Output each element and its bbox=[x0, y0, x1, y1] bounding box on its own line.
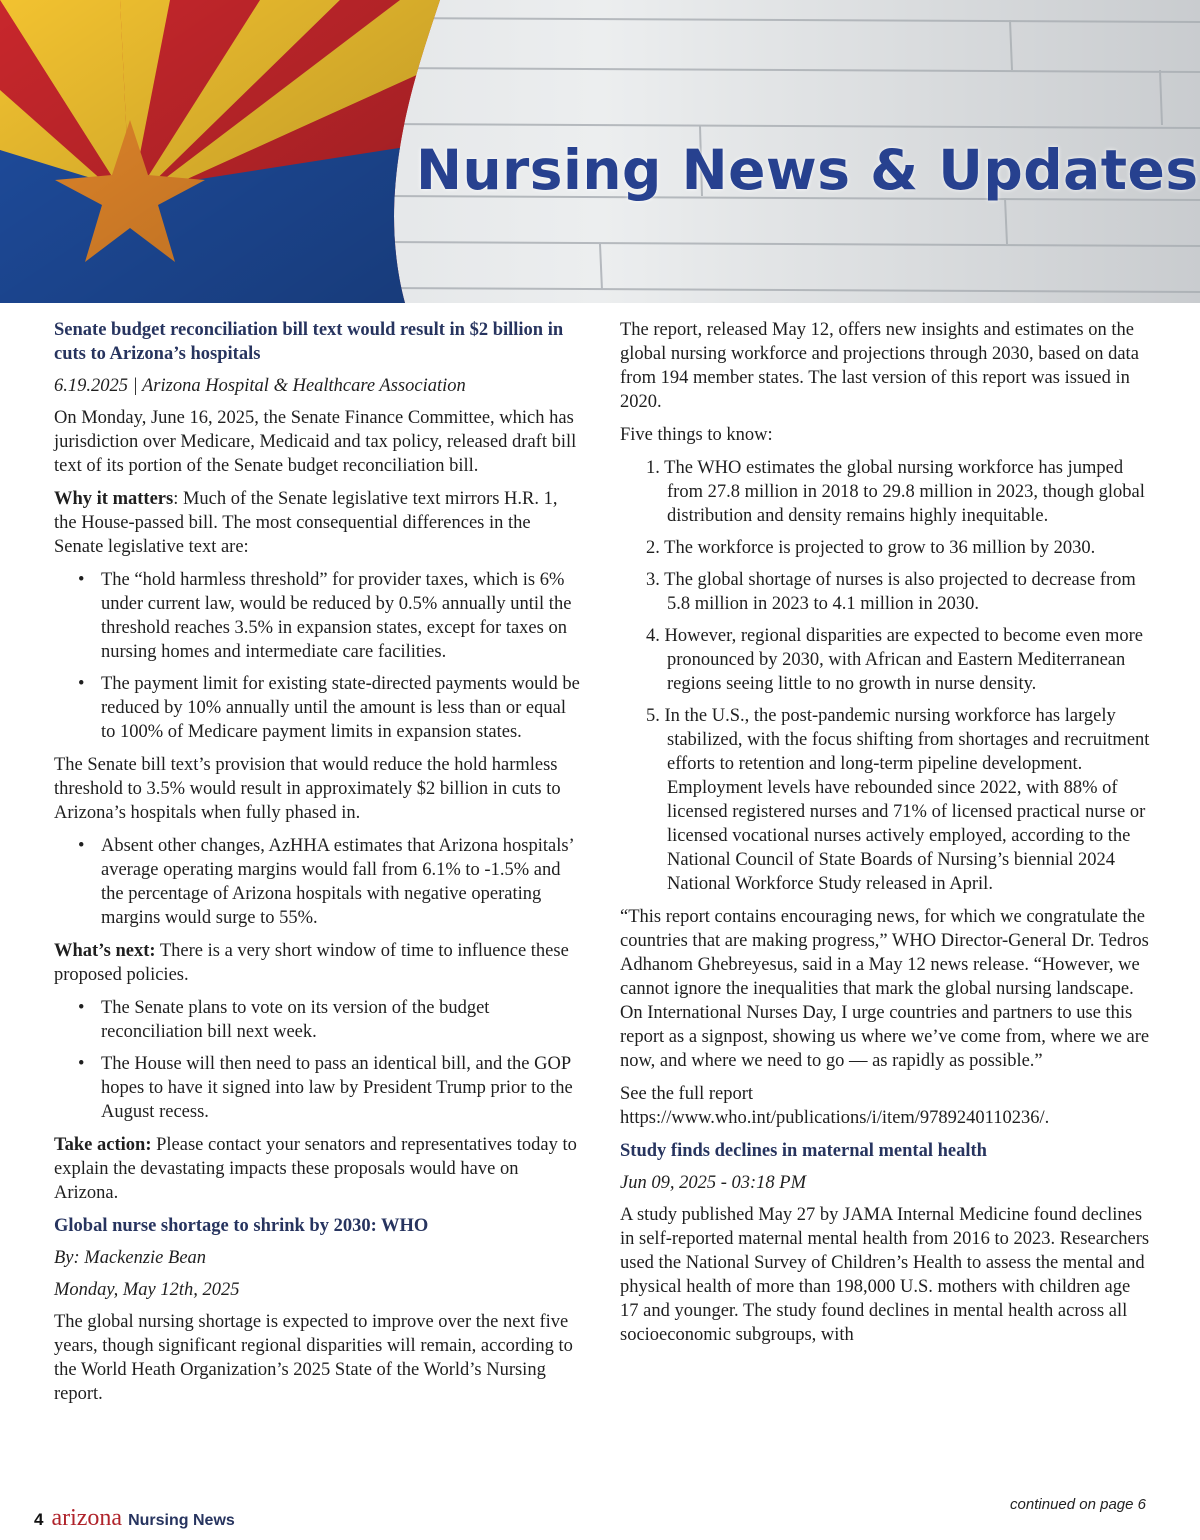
article-headline-senate-budget: Senate budget reconciliation bill text would result in $2 billion in cuts to Arizona’s hospitals bbox=[54, 320, 564, 364]
list-item: • The “hold harmless threshold” for provider taxes, which is 6% under current law, would be reduced by 0.5% annually until the threshold reaches 3.5% in expansion states, except for taxes on nursing homes and intermediate care facilities. bbox=[54, 568, 584, 664]
article-headline-maternal-health: Study finds declines in maternal mental health bbox=[620, 1141, 987, 1161]
right-column bbox=[620, 318, 1150, 1356]
why-it-matters-label: Why it matters bbox=[54, 489, 174, 509]
list-item: 4. However, regional disparities are expected to become even more pronounced by 2030, with African and Eastern Mediterranean regions seeing little to no growth in nurse density. bbox=[646, 626, 1144, 694]
list-item: 5. In the U.S., the post-pandemic nursing workforce has largely stabilized, with the focus shifting from shortages and recruitment efforts to retention and long-term pipeline development. Employment levels have rebounded since 2022, with 88% of licensed registered nurses and 71% of licensed practical nurse or licensed vocational nurses actively employed, according to the National Council of State Boards of Nursing’s biennial 2024 National Workforce Study released in April. bbox=[646, 706, 1150, 894]
paragraph-quote: “This report contains encouraging news, for which we congratulate the countries that are making progress,” WHO Director-General Dr. Tedros Adhanom Ghebreyesus, said in a May 12 news release. “However, we cannot ignore the inequalities that mark the global nursing landscape. On International Nurses Day, I urge countries and partners to use this report as a signpost, showing us where we’ve come from, where we are now, and where we need to go — as rapidly as possible.” bbox=[620, 907, 1150, 1071]
paragraph: On Monday, June 16, 2025, the Senate Finance Committee, which has jurisdiction over Medicare, Medicaid and tax policy, released draft bill text of its portion of the Senate budget reconciliation bill. bbox=[54, 408, 577, 476]
paragraph-intro: Five things to know: bbox=[620, 425, 773, 445]
article-date: Jun 09, 2025 - 03:18 PM bbox=[620, 1173, 806, 1193]
numbered-list bbox=[620, 456, 1150, 896]
paragraph: A study published May 27 by JAMA Internal Medicine found declines in self-reported maternal mental health from 2016 to 2023. Researchers used the National Survey of Children’s Health to assess the mental and physical health of more than 198,000 U.S. mothers with children age 17 and younger. The study found declines in mental health across all socioeconomic subgroups, with bbox=[620, 1205, 1150, 1345]
whats-next-label: What’s next: bbox=[54, 941, 156, 961]
publication-brand-logo: arizona bbox=[51, 1505, 123, 1531]
page-title: Nursing News & Updates bbox=[416, 138, 1199, 202]
take-action-label: Take action: bbox=[54, 1135, 152, 1155]
publication-name: Nursing News bbox=[128, 1512, 235, 1529]
article-headline-nurse-shortage: Global nurse shortage to shrink by 2030: WHO bbox=[54, 1216, 429, 1236]
take-action-text: Please contact your senators and representatives today to explain the devastating impacts these proposals would have on Arizona. bbox=[54, 1135, 577, 1203]
header-banner bbox=[0, 0, 1200, 303]
article-author: By: Mackenzie Bean bbox=[54, 1248, 207, 1268]
paragraph: The Senate bill text’s provision that would reduce the hold harmless threshold to 3.5% would result in approximately $2 billion in cuts to Arizona’s hospitals when fully phased in. bbox=[54, 755, 561, 823]
whats-next-text: There is a very short window of time to influence these proposed policies. bbox=[54, 941, 569, 985]
continued-note: continued on page 6 bbox=[1010, 1496, 1146, 1513]
list-item: • Absent other changes, AzHHA estimates that Arizona hospitals’ average operating margins would fall from 6.1% to -1.5% and the percentage of Arizona hospitals with negative operating margins would surge to 55%. bbox=[54, 834, 584, 930]
list-item: • The House will then need to pass an identical bill, and the GOP hopes to have it signed into law by President Trump prior to the August recess. bbox=[54, 1052, 584, 1124]
paragraph-whats-next bbox=[54, 939, 584, 987]
article-byline: 6.19.2025 | Arizona Hospital & Healthcare Association bbox=[54, 376, 466, 396]
page-footer bbox=[34, 1505, 235, 1535]
page-number: 4 bbox=[34, 1510, 44, 1529]
list-item: 1. The WHO estimates the global nursing workforce has jumped from 27.8 million in 2018 to 29.8 million in 2023, though global distribution and density remains highly inequitable. bbox=[646, 458, 1145, 526]
article-date: Monday, May 12th, 2025 bbox=[54, 1280, 240, 1300]
list-item: 2. The workforce is projected to grow to 36 million by 2030. bbox=[646, 538, 1096, 558]
why-it-matters-text: : Much of the Senate legislative text mirrors H.R. 1, the House-passed bill. The most consequential differences in the Senate legislative text are: bbox=[54, 489, 558, 557]
paragraph-why-it-matters bbox=[54, 487, 584, 559]
bullet-list bbox=[54, 834, 584, 930]
left-column bbox=[54, 318, 584, 1415]
paragraph: The global nursing shortage is expected to improve over the next five years, though significant regional disparities will remain, according to the World Heath Organization’s 2025 State of the World’s Nursing report. bbox=[54, 1312, 573, 1404]
list-item: • The Senate plans to vote on its version of the budget reconciliation bill next week. bbox=[54, 996, 584, 1044]
bullet-list bbox=[54, 996, 584, 1124]
list-item: 3. The global shortage of nurses is also projected to decrease from 5.8 million in 2023 to 4.1 million in 2030. bbox=[646, 570, 1136, 614]
bullet-list bbox=[54, 568, 584, 744]
paragraph: The report, released May 12, offers new insights and estimates on the global nursing workforce and projections through 2030, based on data from 194 member states. The last version of this report was issued in 2020. bbox=[620, 320, 1139, 412]
paragraph-take-action bbox=[54, 1133, 584, 1205]
paragraph-see-full-report: See the full report https://www.who.int/publications/i/item/9789240110236/. bbox=[620, 1084, 1050, 1128]
list-item: • The payment limit for existing state-directed payments would be reduced by 10% annually until the amount is less than or equal to 100% of Medicare payment limits in expansion states. bbox=[54, 672, 584, 744]
